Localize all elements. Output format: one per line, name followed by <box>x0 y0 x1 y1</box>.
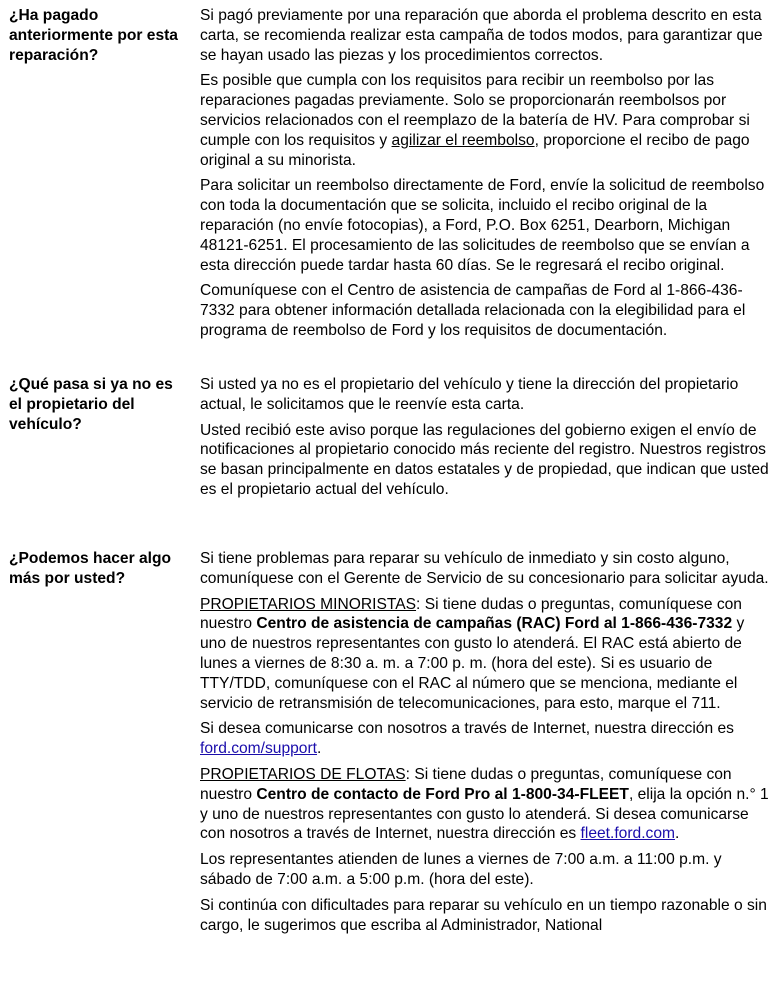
paragraph-text: . <box>675 825 680 843</box>
section-body <box>200 549 770 935</box>
paragraph: Los representantes atienden de lunes a viernes de 7:00 a.m. a 11:00 p.m. y sábado de 7:00 a.m. a 5:00 p.m. (hora del este). <box>200 851 722 888</box>
paragraph: Comuníquese con el Centro de asistencia de campañas de Ford al 1-866-436-7332 para obtener información detallada relacionada con la elegibilidad para el programa de reembolso de Ford y los requisitos de documentación. <box>200 282 746 339</box>
paragraph-text: : Si tiene dudas o preguntas, comuníquese con nuestro <box>200 765 732 803</box>
paragraph: Si continúa con dificultades para reparar su vehículo en un tiempo razonable o sin cargo, le sugerimos que escriba al Administrador, National <box>200 896 767 934</box>
ford-support-link[interactable]: ford.com/support <box>200 740 318 758</box>
paragraph: Si pagó previamente por una reparación que aborda el problema descrito en esta carta, se recomienda realizar esta campaña de todos modos, para garantizar que se hayan usado las piezas y los procedimientos correctos. <box>200 7 763 64</box>
paragraph: Si usted ya no es el propietario del vehículo y tiene la dirección del propietario actual, le solicitamos que le reenvíe esta carta. <box>200 376 739 413</box>
rac-contact: Centro de asistencia de campañas (RAC) Ford al 1-866-436-7332 <box>256 615 733 633</box>
fleet-ford-link[interactable]: fleet.ford.com <box>580 825 675 843</box>
paragraph-text: , proporcione el recibo de pago original a su minorista. <box>200 131 750 169</box>
paragraph: Usted recibió este aviso porque las regulaciones del gobierno exigen el envío de notificaciones al propietario conocido más reciente del registro. Nuestros registros se basan principalmente en datos estatales y de propiedad, que indican que usted es el propietario actual del vehículo. <box>200 421 769 498</box>
section-heading: ¿Podemos hacer algo más por usted? <box>9 550 172 587</box>
expedite-refund-link[interactable]: agilizar el reembolso <box>391 131 535 149</box>
section-heading: ¿Ha pagado anteriormente por esta reparación? <box>9 7 178 64</box>
paragraph-text: , elija la opción n.° 1 y uno de nuestros representantes con gusto lo atenderá. Si desea comunicarse con nosotros a través de Internet, nuestra dirección es <box>200 785 769 843</box>
fleet-owners-paragraph <box>200 765 770 844</box>
paragraph-text: y uno de nuestros representantes con gusto lo atenderá. El RAC está abierto de lunes a viernes de 8:30 a. m. a 7:00 p. m. (hora del este). Si es usuario de TTY/TDD, comuníquese con el RAC al número que se menciona, mediante el servicio de retransmisión de telecomunicaciones, para esto, marque el 711. <box>200 615 745 712</box>
paragraph: Si tiene problemas para reparar su vehículo de inmediato y sin costo alguno, comuníquese con el Gerente de Servicio de su concesionario para solicitar ayuda. <box>200 550 769 587</box>
paragraph-text: Si desea comunicarse con nosotros a través de Internet, nuestra dirección es <box>200 720 734 738</box>
retail-owners-paragraph <box>200 595 770 714</box>
section-heading: ¿Qué pasa si ya no es el propietario del vehículo? <box>9 376 173 433</box>
ford-pro-contact: Centro de contacto de Ford Pro al 1-800-34-FLEET <box>256 785 629 803</box>
retail-owners-label: PROPIETARIOS MINORISTAS <box>200 595 417 613</box>
paragraph: Para solicitar un reembolso directamente de Ford, envíe la solicitud de reembolso con toda la documentación que se solicita, incluido el recibo original de la reparación (no envíe fotocopias), a Ford, P.O. Box 6251, Dearborn, Michigan 48121-6251. El procesamiento de las solicitudes de reembolso que se envían a esta dirección puede tardar hasta 60 días. Se le regresará el recibo original. <box>200 177 765 274</box>
paragraph <box>200 71 770 170</box>
paragraph-text: Es posible que cumpla con los requisitos para recibir un reembolso por las reparaciones pagadas previamente. Solo se proporcionarán reembolsos por servicios relacionados con el reemplazo de la batería de HV. Para comprobar si cumple con los requisitos y <box>200 72 750 149</box>
internet-paragraph <box>200 719 770 759</box>
section-body <box>200 375 770 500</box>
paragraph-text: . <box>317 740 322 758</box>
section-body <box>200 6 770 341</box>
paragraph-text: : Si tiene dudas o preguntas, comuníquese con nuestro <box>200 595 742 633</box>
fleet-owners-label: PROPIETARIOS DE FLOTAS <box>200 765 406 783</box>
